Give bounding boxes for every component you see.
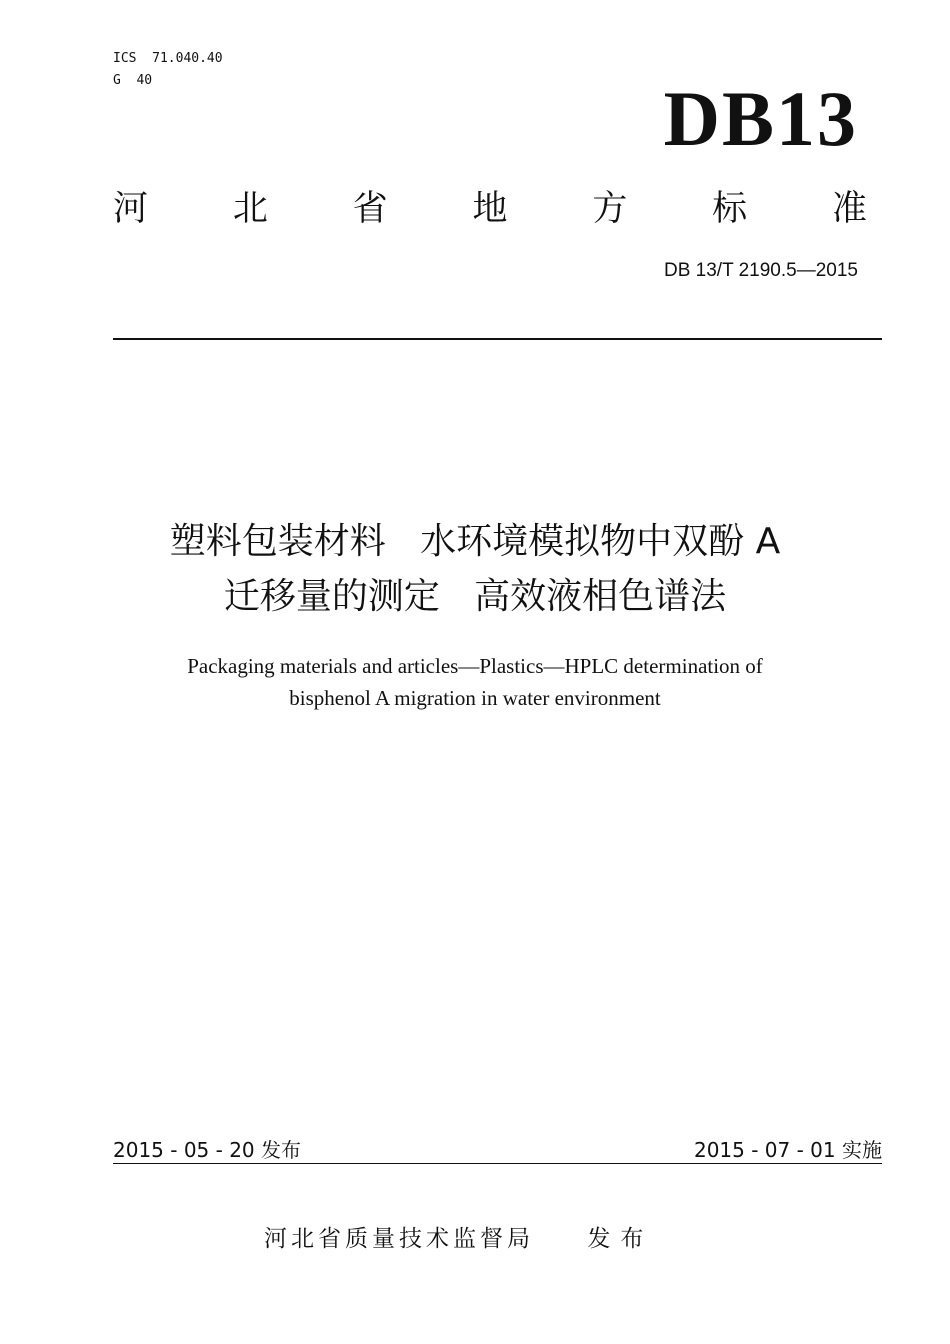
- top-divider: [113, 338, 882, 340]
- publisher-line: [264, 1222, 653, 1256]
- bottom-divider: [113, 1163, 882, 1164]
- standard-type-char: 地: [472, 189, 508, 229]
- title-cn-line-2: 迁移量的测定 高效液相色谱法: [223, 576, 727, 617]
- standard-type-char: 准: [831, 189, 867, 229]
- standard-type-char: 河: [113, 189, 149, 229]
- title-en-line-2: bisphenol A migration in water environment: [289, 686, 661, 710]
- title-en-line-1: Packaging materials and articles—Plastics—HPLC determination of: [187, 654, 763, 678]
- ics-classification: [113, 48, 223, 92]
- db13-logo: DB13: [663, 75, 858, 162]
- standard-type-char: 北: [232, 189, 268, 229]
- implementation-date: 2015 - 07 - 01 实施: [693, 1138, 882, 1162]
- title-cn-line-1: 塑料包装材料 水环境模拟物中双酚 A: [169, 521, 781, 562]
- document-title-english: [0, 650, 950, 714]
- standard-type-char: 方: [592, 189, 628, 229]
- publisher-name: 河北省质量技术监督局: [264, 1226, 534, 1252]
- date-row: [113, 1136, 882, 1164]
- document-title-chinese: [0, 514, 950, 624]
- standard-type-heading: [113, 184, 867, 234]
- standard-type-char: 标: [712, 189, 748, 229]
- ics-code: ICS 71.040.40: [113, 51, 223, 66]
- publisher-action: 发布: [587, 1226, 654, 1252]
- ccs-group: G 40: [113, 73, 153, 88]
- issue-date: 2015 - 05 - 20 发布: [113, 1138, 302, 1162]
- standard-type-char: 省: [352, 189, 388, 229]
- standard-number: DB 13/T 2190.5—2015: [663, 260, 858, 281]
